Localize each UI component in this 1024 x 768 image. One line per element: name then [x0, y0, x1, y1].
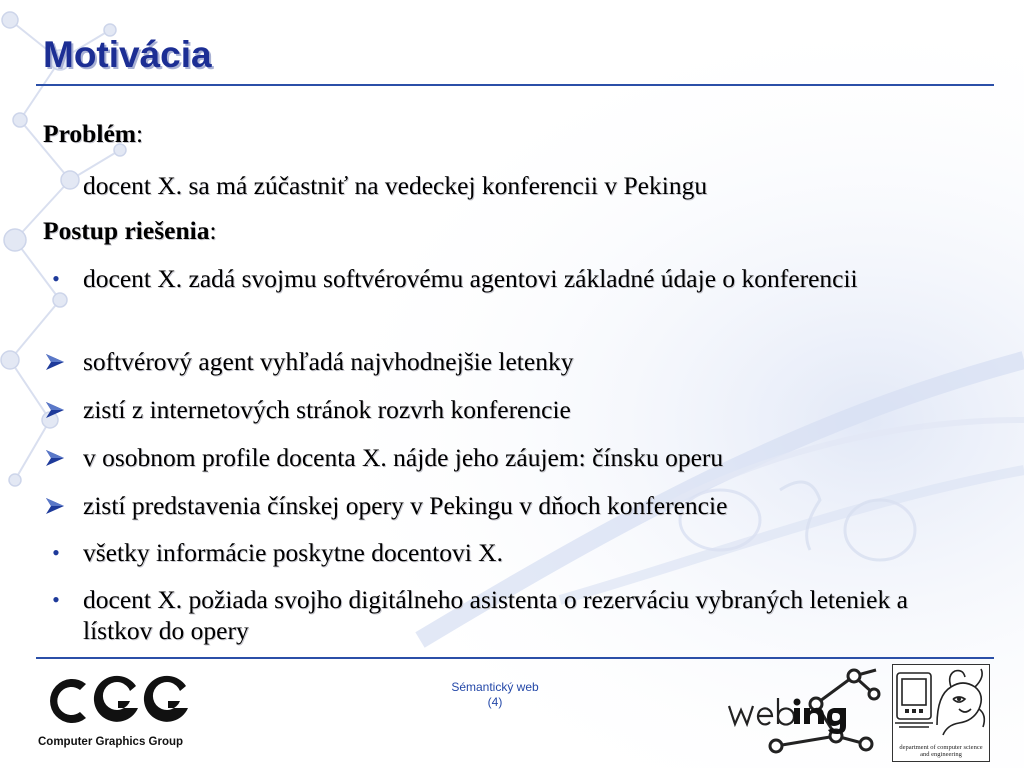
problem-label: Problém: [43, 119, 137, 148]
solution-heading: [43, 215, 217, 246]
cgg-caption: Computer Graphics Group: [38, 736, 184, 748]
list-item-text: všetky informácie poskytne docentovi X.: [83, 538, 503, 567]
bullet-dot-icon: •: [52, 540, 60, 565]
course-name: Sémantický web: [451, 680, 539, 694]
arrow-bullet-icon: [45, 490, 67, 515]
lion-emblem-icon: [893, 665, 988, 743]
solution-colon: :: [209, 216, 217, 245]
footer-info: [430, 680, 560, 710]
arrow-bullet-icon: [45, 442, 67, 467]
webing-logo-icon: [726, 664, 886, 760]
footer-divider: [36, 657, 994, 659]
problem-heading: [43, 118, 143, 149]
department-caption: [893, 744, 989, 758]
list-item-text: docent X. požiada svojho digitálneho asistenta o rezerváciu vybraných leteniek a lístkov do opery: [83, 585, 908, 645]
list-item-text: softvérový agent vyhľadá najvhodnejšie letenky: [83, 347, 574, 376]
list-item-text: v osobnom profile docenta X. nájde jeho záujem: čínsku operu: [83, 443, 724, 472]
problem-text: docent X. sa má zúčastniť na vedeckej konferencii v Pekingu: [83, 171, 708, 200]
list-item-text: zistí z internetových stránok rozvrh konferencie: [83, 395, 571, 424]
department-logo: [892, 664, 990, 762]
title-divider: [36, 84, 994, 86]
solution-label: Postup riešenia: [43, 216, 210, 245]
bullet-dot-icon: •: [52, 266, 60, 291]
cgg-logo-icon: [40, 672, 190, 730]
bullet-dot-icon: •: [52, 587, 60, 612]
list-item-text: zistí predstavenia čínskej opery v Pekingu v dňoch konferencie: [83, 491, 728, 520]
list-item-text: docent X. zadá svojmu softvérovému agentovi základné údaje o konferencii: [83, 264, 858, 293]
department-caption-line1: department of computer science: [899, 744, 983, 751]
page-number: (4): [487, 695, 503, 709]
department-caption-line2: and engineering: [920, 751, 962, 758]
slide-title: Motivácia: [43, 34, 212, 75]
arrow-bullet-icon: [45, 394, 67, 419]
arrow-bullet-icon: [45, 346, 67, 371]
problem-colon: :: [136, 119, 144, 148]
